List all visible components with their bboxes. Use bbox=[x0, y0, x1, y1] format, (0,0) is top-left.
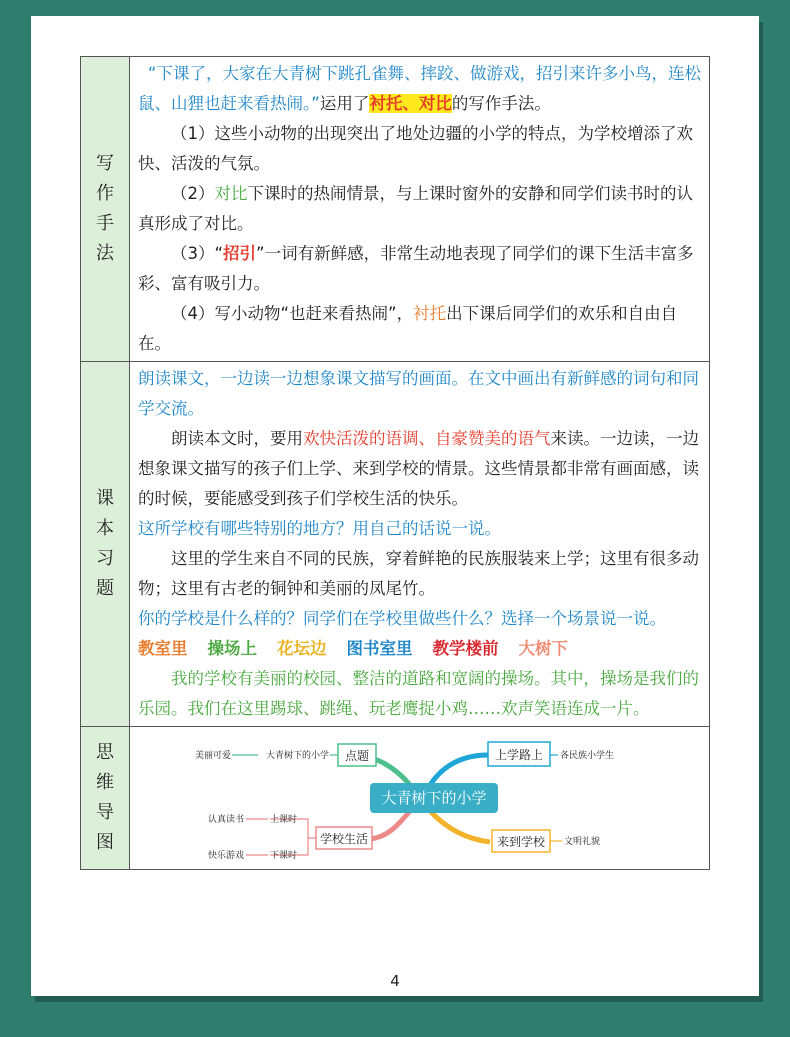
a1-prefix: 朗读本文时，要用 bbox=[171, 429, 303, 448]
p3-prefix: （3）“ bbox=[171, 244, 224, 263]
branch-bottom-left bbox=[370, 811, 410, 839]
side-label-mindmap bbox=[81, 727, 130, 870]
branch-bottom-right bbox=[430, 811, 490, 842]
answer-2: 这里的学生来自不同的民族，穿着鲜艳的民族服装来上学；这里有很多动物；这里有古老的铜钟和美丽的凤尾竹。 bbox=[138, 549, 699, 598]
question-3: 你的学校是什么样的？同学们在学校里做些什么？选择一个场景说一说。 bbox=[138, 609, 666, 628]
mindmap-row bbox=[81, 727, 710, 870]
place-option: 图书室里 bbox=[346, 639, 413, 658]
p2-prefix: （2） bbox=[171, 184, 215, 203]
writing-content bbox=[130, 57, 710, 362]
writing-point-4 bbox=[138, 299, 703, 359]
node-sub: 上课时 bbox=[270, 815, 298, 825]
side-char: 课 bbox=[96, 488, 114, 509]
a1-text: 来读。一边读，一边想象课文描写的孩子们上学、来到学校的情景。这些情景都非常有画面感，读的时候，要能感受到孩子们学校生活的快乐。 bbox=[138, 429, 699, 508]
lesson-table bbox=[80, 56, 710, 870]
p4-prefix: （4）写小动物“也赶来看热闹”， bbox=[171, 304, 414, 323]
writing-row bbox=[81, 57, 710, 362]
side-char: 导 bbox=[96, 802, 114, 823]
side-char: 图 bbox=[96, 832, 114, 853]
place-option: 大树下 bbox=[518, 639, 568, 658]
mindmap-diagram bbox=[130, 727, 708, 865]
center-node: 大青树下的小学 bbox=[381, 789, 487, 807]
side-char: 习 bbox=[96, 548, 114, 569]
node-leaf: 文明礼貌 bbox=[564, 837, 601, 847]
question-2: 这所学校有哪些特别的地方？用自己的话说一说。 bbox=[138, 519, 501, 538]
place-option: 操场上 bbox=[207, 639, 257, 658]
node-arrive-school: 来到学校 bbox=[496, 835, 546, 849]
page-number: 4 bbox=[390, 972, 400, 990]
node-school-life: 学校生活 bbox=[319, 832, 369, 846]
question-1: 朗读课文，一边读一边想象课文描写的画面。在文中画出有新鲜感的词句和同学交流。 bbox=[138, 369, 699, 418]
branch-top-right bbox=[430, 755, 488, 785]
answer-3: 我的学校有美丽的校园、整洁的道路和宽阔的操场。其中，操场是我们的乐园。我们在这里踢球、跳绳、玩老鹰捉小鸡……欢声笑语连成一片。 bbox=[138, 669, 699, 718]
side-char: 手 bbox=[96, 213, 114, 234]
exercises-content bbox=[130, 362, 710, 727]
answer-1 bbox=[138, 424, 703, 514]
side-char: 思 bbox=[96, 742, 114, 763]
writing-point-2 bbox=[138, 179, 703, 239]
side-char: 题 bbox=[96, 578, 114, 599]
intro-highlight: 衬托、对比 bbox=[369, 94, 452, 113]
a1-keyword: 欢快活泼的语调、自豪赞美的语气 bbox=[303, 429, 551, 448]
side-label-writing bbox=[81, 57, 130, 362]
intro-mid: 运用了 bbox=[319, 94, 370, 113]
intro-quote: “下课了，大家在大青树下跳孔雀舞、摔跤、做游戏，招引来许多小鸟，连松鼠、山狸也赶来看热闹。” bbox=[138, 64, 701, 113]
side-char: 维 bbox=[96, 772, 114, 793]
side-char: 本 bbox=[96, 518, 114, 539]
node-sub: 大青树下的小学 bbox=[265, 751, 329, 761]
writing-point-1: （1）这些小动物的出现突出了地处边疆的小学的特点，为学校增添了欢快、活泼的气氛。 bbox=[138, 124, 693, 173]
side-label-exercises bbox=[81, 362, 130, 727]
place-options bbox=[138, 634, 703, 664]
place-option: 教室里 bbox=[138, 639, 188, 658]
node-diantí: 点题 bbox=[344, 749, 370, 763]
node-leaf: 快乐游戏 bbox=[207, 851, 244, 861]
side-char: 作 bbox=[96, 183, 114, 204]
p2-keyword: 对比 bbox=[214, 184, 248, 203]
p4-keyword: 衬托 bbox=[413, 304, 447, 323]
side-char: 写 bbox=[96, 153, 114, 174]
node-leaf: 各民族小学生 bbox=[560, 751, 615, 761]
node-way-to-school: 上学路上 bbox=[494, 748, 544, 762]
p3-keyword: 招引 bbox=[223, 244, 257, 263]
node-leaf: 认真读书 bbox=[207, 815, 244, 825]
p2-text: 下课时的热闹情景，与上课时窗外的安静和同学们读书时的认真形成了对比。 bbox=[138, 184, 693, 233]
mindmap-cell bbox=[130, 727, 710, 870]
node-sub: 下课时 bbox=[270, 851, 298, 861]
side-char: 法 bbox=[96, 243, 114, 264]
p4-text: 出下课后同学们的欢乐和自由自在。 bbox=[138, 304, 678, 353]
place-option: 教学楼前 bbox=[432, 639, 499, 658]
writing-intro bbox=[138, 59, 703, 119]
place-option: 花坛边 bbox=[277, 639, 327, 658]
exercises-row bbox=[81, 362, 710, 727]
worksheet-page bbox=[31, 16, 759, 996]
intro-end: 的写作手法。 bbox=[451, 94, 551, 113]
node-leaf: 美丽可爱 bbox=[194, 751, 231, 761]
p3-text: ”一词有新鲜感，非常生动地表现了同学们的课下生活丰富多彩、富有吸引力。 bbox=[138, 244, 694, 293]
writing-point-3 bbox=[138, 239, 703, 299]
